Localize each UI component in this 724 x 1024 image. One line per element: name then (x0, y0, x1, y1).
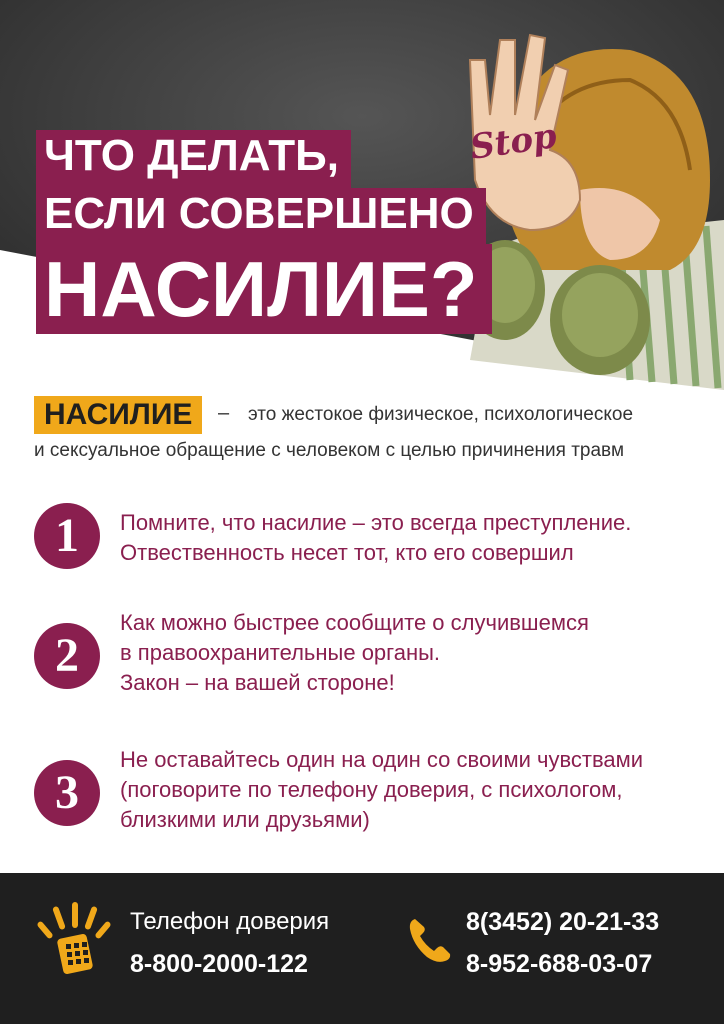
step-1-line-1: Помните, что насилие – это всегда преступление. (120, 510, 632, 535)
definition-term: НАСИЛИЕ (34, 396, 202, 434)
step-number-3: 3 (34, 760, 100, 826)
step-2-line-2: в правоохранительные органы. (120, 640, 441, 665)
step-1-text (120, 508, 631, 568)
step-number-2: 2 (34, 623, 100, 689)
step-3-line-1: Не оставайтесь один на один со своими чувствами (120, 747, 644, 772)
hotline-number[interactable]: 8-800-2000-122 (130, 950, 308, 978)
hotline-label: Телефон доверия (130, 908, 330, 935)
hand-phone-icon (36, 898, 116, 978)
title-line-2: ЕСЛИ СОВЕРШЕНО (36, 188, 486, 246)
step-2-line-3: Закон – на вашей стороне! (120, 670, 395, 695)
definition-text-line-1: это жестокое физическое, психологическое (248, 404, 634, 425)
step-3-line-2: (поговорите по телефону доверия, с психологом, (120, 777, 623, 802)
title-line-1: ЧТО ДЕЛАТЬ, (36, 130, 351, 188)
definition-dash: – (218, 402, 230, 424)
step-1-line-2: Отвественность несет тот, кто его совершил (120, 540, 574, 565)
step-2-line-1: Как можно быстрее сообщите о случившемся (120, 610, 589, 635)
step-number-1: 1 (34, 503, 100, 569)
step-2-text (120, 608, 589, 698)
phone-icon (405, 915, 455, 965)
step-3-text (120, 745, 643, 835)
step-3-line-3: близкими или друзьями) (120, 807, 370, 832)
phone-number-2[interactable]: 8-952-688-03-07 (466, 950, 653, 978)
definition-text-line-2: и сексуальное обращение с человеком с целью причинения травм (34, 440, 625, 461)
phone-number-1[interactable]: 8(3452) 20-21-33 (466, 908, 660, 936)
stop-label: Stop (467, 116, 560, 168)
title-line-3: НАСИЛИЕ? (36, 244, 492, 334)
